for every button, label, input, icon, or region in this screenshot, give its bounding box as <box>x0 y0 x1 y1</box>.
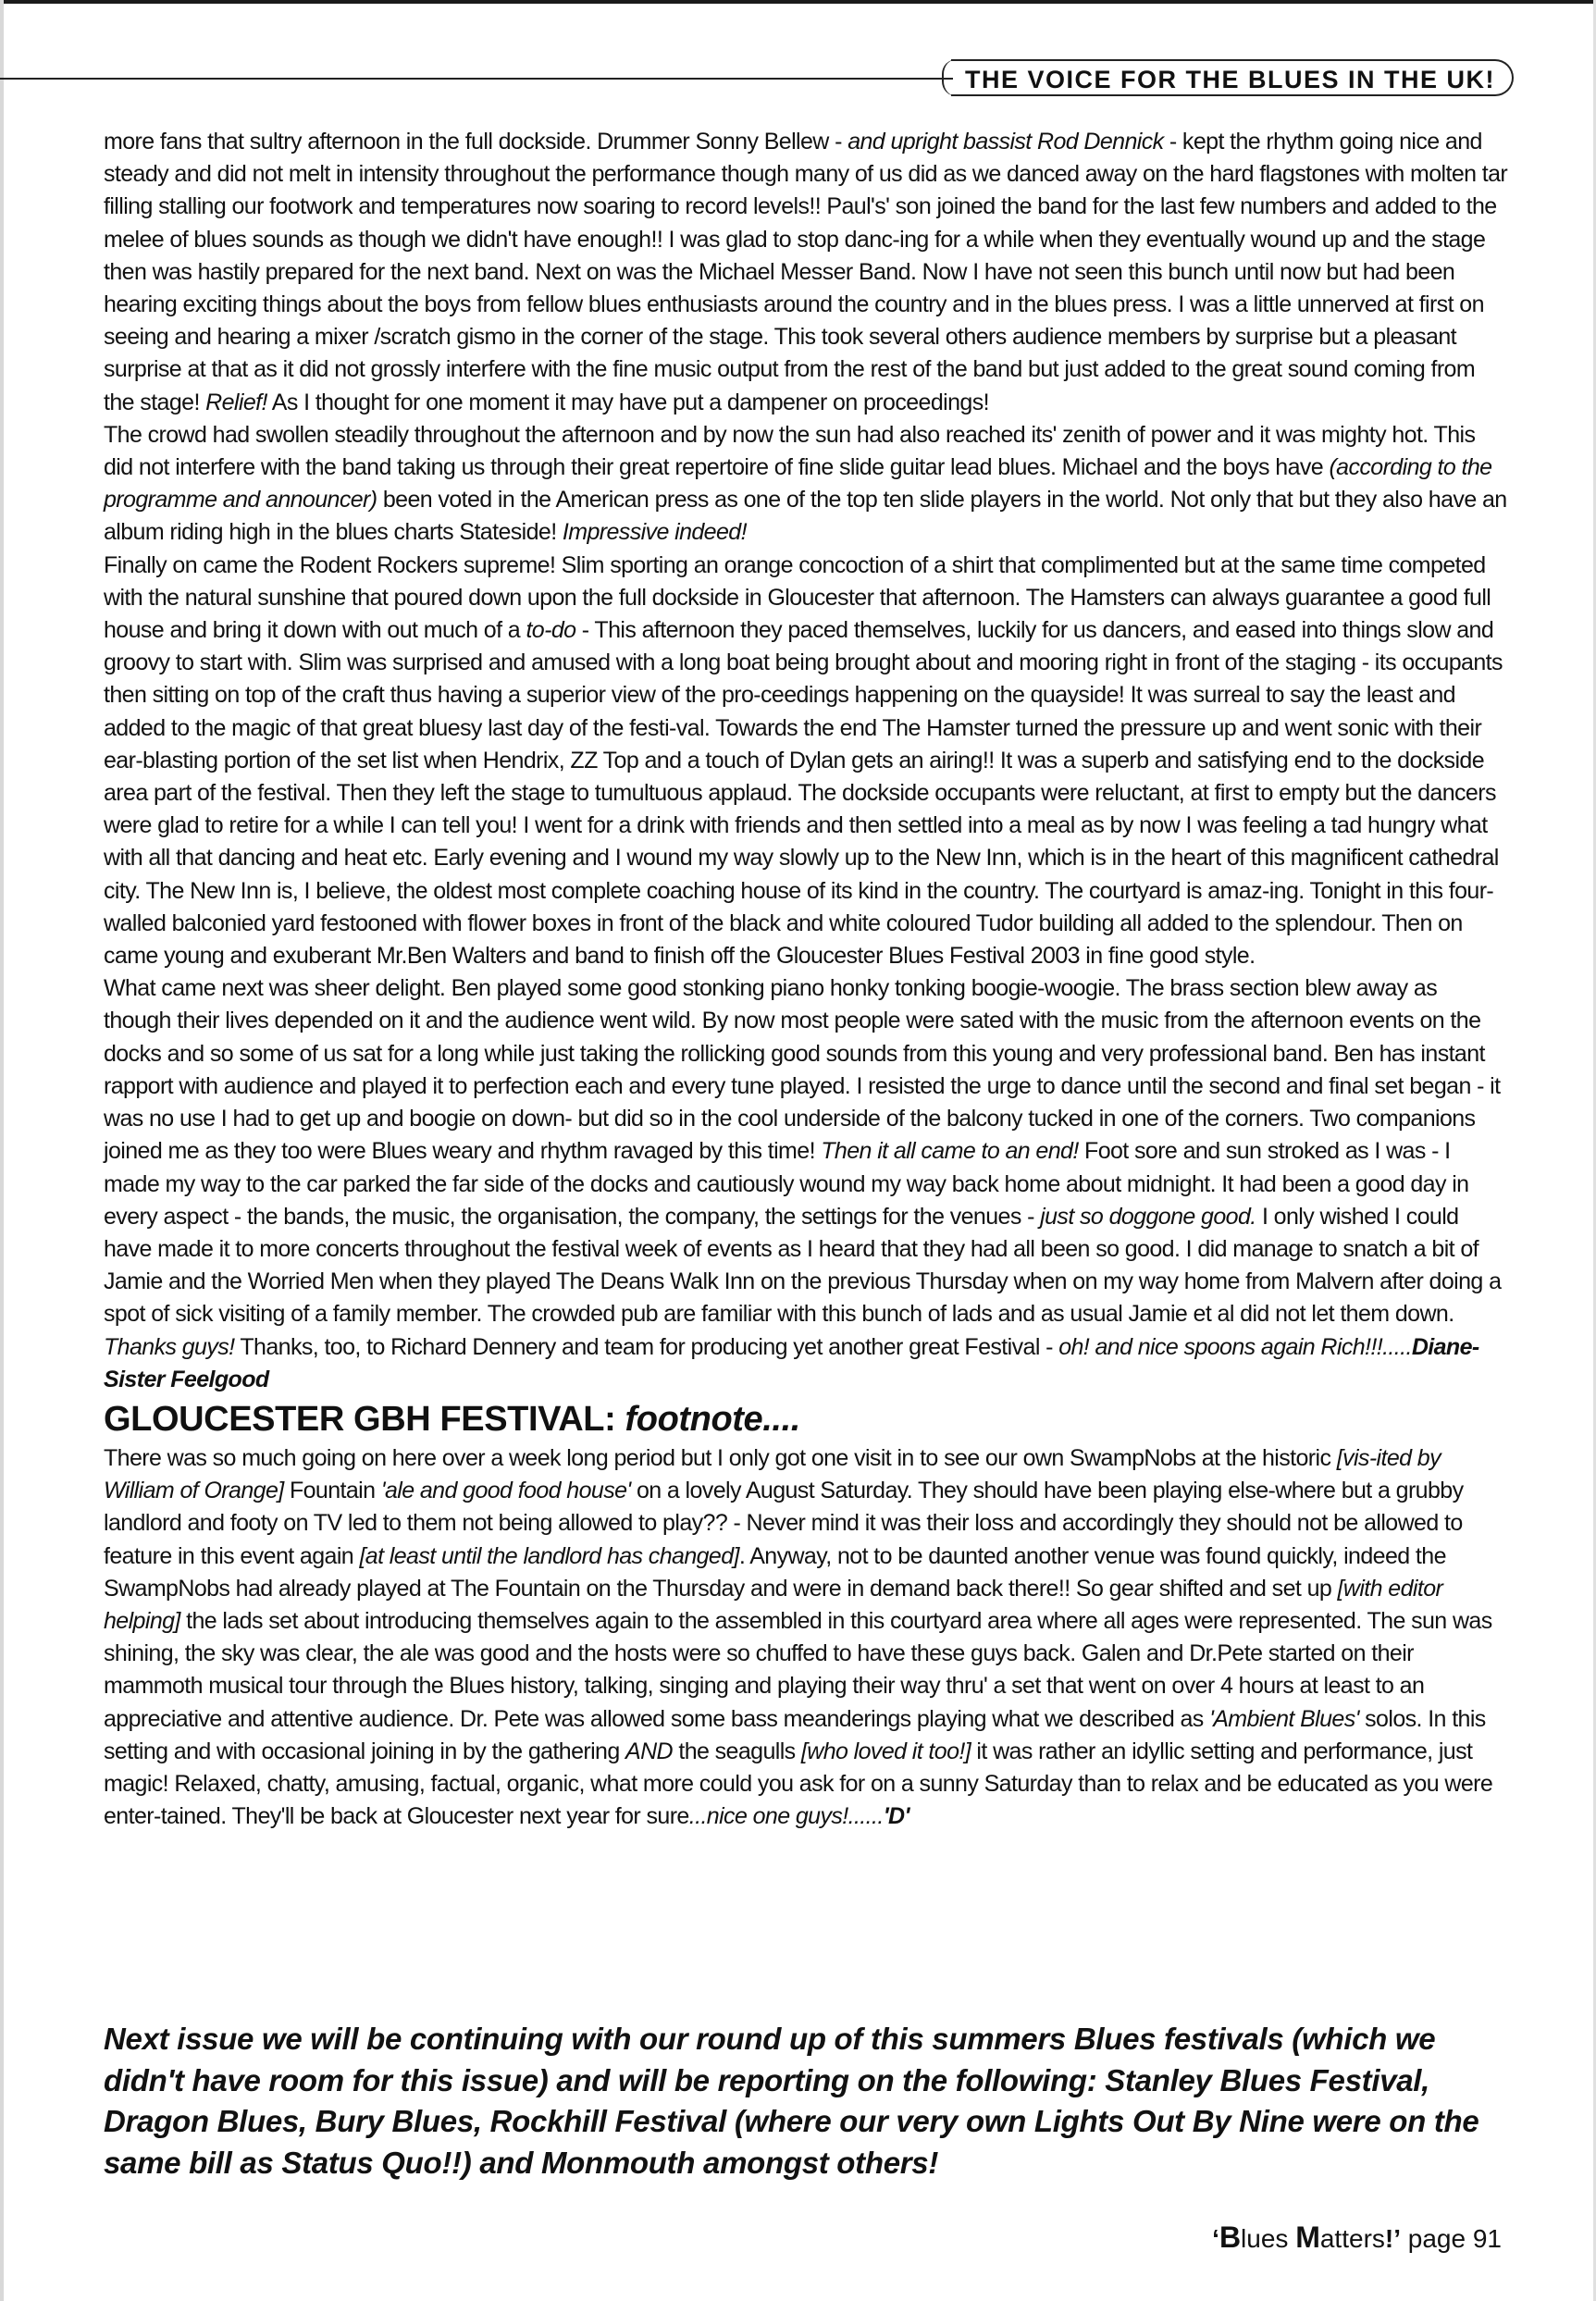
paragraph-rodent-rockers: Finally on came the Rodent Rockers supreme! Slim sporting an orange concoction of a shirt that complimented but at the same time competed with the natural sunshine that poured down upon the full dockside in Gloucester that afternoon. The Hamsters can always guarantee a good full house and bring it down with out much of a to-do - This afternoon they paced themselves, luckily for us dancers, and eased into things slow and groovy to start with. Slim was surprised and amused with a long boat being brought about and mooring right in front of the staging - its occupants then sitting on top of the craft thus having a superior view of the pro-ceedings happening on the quayside! It was surreal to say the least and added to the magic of that great bluesy last day of the festi-val. Towards the end The Hamster turned the pressure up and went sonic with their ear-blasting portion of the set list when Hendrix, ZZ Top and a touch of Dylan gets an airing!! It was a superb and satisfying end to the dockside area part of the festival. Then they left the stage to tumultuous applaud. The dockside occupants were reluctant, at first to empty but the dancers were glad to retire for a while I can tell you! I went for a drink with friends and then settled into a meal as by now I was feeling a tad hungry what with all that dancing and heat etc. Early evening and I wound my way slowly up to the New Inn, which is in the heart of this magnificent cathedral city. The New Inn is, I believe, the oldest most complete coaching house of its kind in the country. The courtyard is amaz-ing. Tonight in this four-walled balconied yard festooned with flower boxes in front of the black and white coloured Tudor building all added to the splendour. Then on came young and exuberant Mr.Ben Walters and band to finish off the Gloucester Blues Festival 2003 in fine good style. <box>104 551 1503 970</box>
paragraph-crowd: The crowd had swollen steadily throughout the afternoon and by now the sun had also reached its' zenith of power and it was mighty hot. This did not interfere with the band taking us through their great repertoire of fine slide guitar lead blues. Michael and the boys have (according to the programme and announcer) been voted in the American press as one of the top ten slide players in the world. Not only that but they also have an album riding high in the blues charts Stateside! Impressive indeed! <box>104 421 1507 546</box>
header-tagline: THE VOICE FOR THE BLUES IN THE UK! <box>951 59 1514 96</box>
footnote-signature: 'D' <box>883 1803 909 1830</box>
paragraph-messer-band: more fans that sultry afternoon in the full dockside. Drummer Sonny Bellew - and upright bassist Rod Dennick - kept the rhythm going nice and steady and did not melt in intensity throughout the performance though many of us did as we danced away on the hard flagstones with molten tar filling stalling our footwork and temperatures now soaring to record levels!! Paul's' son joined the band for the last few numbers and added to the melee of blues sounds as though we didn't have enough!! I was glad to stop danc-ing for a while when they eventually wound up and the stage then was hastily prepared for the next band. Next on was the Michael Messer Band. Now I have not seen this bunch until now but had been hearing exciting things about the boys from fellow blues enthusiasts around the country and in the blues press. I was a little unnerved at first on seeing and hearing a mixer /scratch gismo in the corner of the stage. This took several others audience members by surprise but a pleasant surprise at that as it did not grossly interfere with the fine music output from the rest of the band but just added to the great sound coming from the stage! Relief! As I thought for one moment it may have put a dampener on proceedings! <box>104 129 1508 415</box>
section-heading: GLOUCESTER GBH FESTIVAL: footnote.... <box>104 1399 800 1439</box>
author-signature: Diane-Sister Feelgood <box>104 1333 1479 1392</box>
left-page-edge <box>0 0 4 2301</box>
article-body <box>104 126 1510 1833</box>
next-issue-teaser: Next issue we will be continuing with our round up of this summers Blues festivals (which we didn't have room for this issue) and will be reporting on the following: Stanley Blues Festival, Dragon Blues, Bury Blues, Rockhill Festival (where our very own Lights Out By Nine were on the same bill as Status Quo!!) and Monmouth amongst others! <box>104 2022 1479 2180</box>
top-border <box>0 0 1596 4</box>
header-rule <box>0 78 953 80</box>
paragraph-ben-walters: What came next was sheer delight. Ben played some good stonking piano honky tonking boogie-woogie. The brass section blew away as though their lives depended on it and the audience went wild. By now most people were sated with the music from the afternoon events on the docks and so some of us sat for a long while just taking the rollicking good sounds from this young and very professional band. Ben has instant rapport with audience and played it to perfection each and every tune played. I resisted the urge to dance until the second and final set began - it was no use I had to get up and boogie on down- but did so in the cool underside of the balcony tucked in one of the corners. Two companions joined me as they too were Blues weary and rhythm ravaged by this time! Then it all came to an end! Foot sore and sun stroked as I was - I made my way to the car parked the far side of the docks and cautiously wound my way back home about midnight. It had been a good day in every aspect - the bands, the music, the organisation, the company, the settings for the venues - just so doggone good. I only wished I could have made it to more concerts throughout the festival week of events as I heard that they had all been so good. I did manage to snatch a bit of Jamie and the Worried Men when they played The Deans Walk Inn on the previous Thursday when on my way home from Malvern after doing a spot of sick visiting of a family member. The crowded pub are familiar with this bunch of lads and as usual Jamie et al did not let them down. Thanks guys! Thanks, too, to Richard Dennery and team for producing yet another great Festival - oh! and nice spoons again Rich!!!.....Diane-Sister Feelgood <box>104 975 1502 1392</box>
page-footer: ‘Blues Matters!’ page 91 <box>1212 2221 1502 2254</box>
page-number: page 91 <box>1401 2224 1502 2253</box>
paragraph-swampnobs: There was so much going on here over a week long period but I only got one visit in to see our own SwampNobs at the historic [vis-ited by William of Orange] Fountain 'ale and good food house' on a lovely August Saturday. They should have been playing else-where but a grubby landlord and footy on TV led to them not being allowed to play?? - Never mind it was their loss and accordingly they should not be allowed to feature in this event again [at least until the landlord has changed]. Anyway, not to be daunted another venue was found quickly, indeed the SwampNobs had already played at The Fountain on the Thursday and were in demand back there!! So gear shifted and set up [with editor helping] the lads set about introducing themselves again to the assembled in this courtyard area where all ages were represented. The sun was shining, the sky was clear, the ale was good and the hosts were so chuffed to have these guys back. Galen and Dr.Pete started on their mammoth musical tour through the Blues history, talking, singing and playing their way thru' a set that went on over 4 hours at least to an appreciative and attentive audience. Dr. Pete was allowed some bass meanderings playing what we described as 'Ambient Blues' solos. In this setting and with occasional joining in by the gathering AND the seagulls [who loved it too!] it was rather an idyllic setting and performance, just magic! Relaxed, chatty, amusing, factual, organic, what more could you ask for on a sunny Saturday than to relax and be educated as you were enter-tained. They'll be back at Gloucester next year for sure...nice one guys!......'D' <box>104 1444 1493 1830</box>
